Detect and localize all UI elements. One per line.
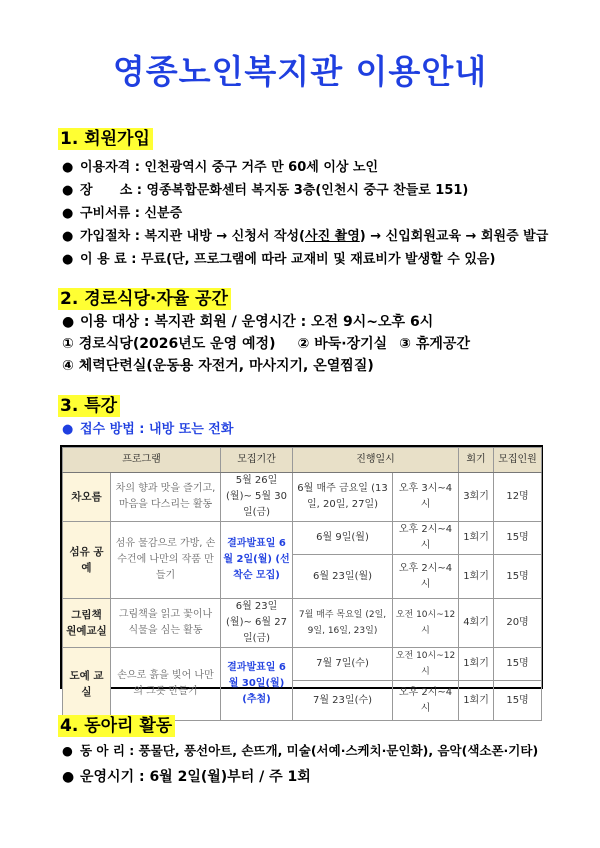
session-count: 4회기: [459, 599, 494, 648]
bullet-icon: ●: [62, 743, 73, 758]
program-name: 차오름: [63, 473, 111, 522]
session-count: 1회기: [459, 522, 494, 555]
session-count: 1회기: [459, 648, 494, 681]
bullet-icon: ●: [62, 422, 74, 437]
dining-spaces: ① 경로식당(2026년도 운영 예정) ② 바둑·장기실 ③ 휴게공간: [62, 336, 470, 352]
program-desc: 손으로 흙을 빚어 나만의 그릇 만들기: [111, 648, 221, 721]
club-list: ● 동 아 리 : 풍물단, 풍선아트, 손뜨개, 미술(서예·스케치·문인화), 음악(색소폰·기타): [62, 743, 539, 758]
result-date: 결과발표일 6월 2일(월) (선착순 모집): [221, 522, 293, 599]
schedule-date: 6월 매주 금요일 (13일, 20일, 27일): [293, 473, 393, 522]
program-desc: 섬유 물감으로 가방, 손수건에 나만의 작품 만들기: [111, 522, 221, 599]
capacity: 15명: [494, 522, 542, 555]
schedule-date: 6월 23일(월): [293, 555, 393, 599]
section-heading-membership: 1. 회원가입: [58, 124, 153, 149]
schedule-time: 오후 2시~4시: [393, 681, 459, 721]
recruit-period: 6월 23일(월)~ 6월 27일(금): [221, 599, 293, 648]
section-heading-lectures: 3. 특강: [58, 391, 120, 416]
schedule-time: 오후 2시~4시: [393, 522, 459, 555]
section-heading-clubs: 4. 동아리 활동: [58, 711, 175, 736]
membership-eligibility: ● 이용자격 : 인천광역시 중구 거주 만 60세 이상 노인: [62, 160, 379, 175]
capacity: 15명: [494, 648, 542, 681]
bullet-icon: ●: [62, 229, 74, 244]
bullet-icon: ●: [62, 206, 74, 221]
membership-fee: ● 이 용 료 : 무료(단, 프로그램에 따라 교재비 및 재료비가 발생할 수 있음): [62, 252, 496, 267]
lecture-table: [60, 445, 543, 714]
program-name: 섬유 공예: [63, 522, 111, 599]
session-count: 3회기: [459, 473, 494, 522]
table-row: [63, 522, 542, 555]
lecture-registration-method: ● 접수 방법 : 내방 또는 전화: [62, 422, 234, 437]
bullet-icon: ●: [62, 252, 74, 267]
program-desc: 차의 향과 맛을 즐기고, 마음을 다스리는 활동: [111, 473, 221, 522]
club-schedule: ● 운영시기 : 6월 2일(월)부터 / 주 1회: [62, 769, 311, 785]
schedule-date: 7월 23일(수): [293, 681, 393, 721]
dining-fitness-room: ④ 체력단련실(운동용 자전거, 마사지기, 온열찜질): [62, 358, 374, 374]
table-header-row: [63, 448, 542, 473]
result-date: 결과발표일 6월 30일(월) (추첨): [221, 648, 293, 721]
schedule-time: 오전 10시~12시: [393, 599, 459, 648]
header-capacity: 모집인원: [494, 448, 542, 473]
section-heading-dining: 2. 경로식당·자율 공간: [58, 284, 231, 309]
membership-documents: ● 구비서류 : 신분증: [62, 206, 183, 221]
schedule-date: 7월 매주 목요일 (2일, 9일, 16일, 23일): [293, 599, 393, 648]
recruit-period: 5월 26일(월)~ 5월 30일(금): [221, 473, 293, 522]
capacity: 15명: [494, 555, 542, 599]
schedule-time: 오후 2시~4시: [393, 555, 459, 599]
session-count: 1회기: [459, 555, 494, 599]
page-title: 영종노인복지관 이용안내: [112, 52, 488, 91]
program-desc: 그림책을 읽고 꽃이나 식물을 심는 활동: [111, 599, 221, 648]
header-sessions: 회기: [459, 448, 494, 473]
schedule-date: 6월 9일(월): [293, 522, 393, 555]
header-program: 프로그램: [63, 448, 221, 473]
capacity: 12명: [494, 473, 542, 522]
bullet-icon: ●: [62, 183, 74, 198]
session-count: 1회기: [459, 681, 494, 721]
capacity: 15명: [494, 681, 542, 721]
header-period: 모집기간: [221, 448, 293, 473]
capacity: 20명: [494, 599, 542, 648]
schedule-date: 7월 7일(수): [293, 648, 393, 681]
header-schedule: 진행일시: [293, 448, 459, 473]
table-row: [63, 473, 542, 522]
bullet-icon: ●: [62, 314, 75, 330]
bullet-icon: ●: [62, 160, 74, 175]
schedule-time: 오전 10시~12시: [393, 648, 459, 681]
program-name: 도예 교실: [63, 648, 111, 721]
table-row: [63, 599, 542, 648]
schedule-time: 오후 3시~4시: [393, 473, 459, 522]
table-row: [63, 648, 542, 681]
membership-procedure: ● 가입절차 : 복지관 내방 → 신청서 작성(사진 촬영) → 신입회원교육 → 회원증 발급: [62, 229, 549, 244]
bullet-icon: ●: [62, 769, 75, 785]
dining-target-hours: ● 이용 대상 : 복지관 회원 / 운영시간 : 오전 9시~오후 6시: [62, 314, 434, 330]
program-name: 그림책 원예교실: [63, 599, 111, 648]
membership-location: ● 장 소 : 영종복합문화센터 복지동 3층(인천시 중구 찬들로 151): [62, 183, 469, 198]
